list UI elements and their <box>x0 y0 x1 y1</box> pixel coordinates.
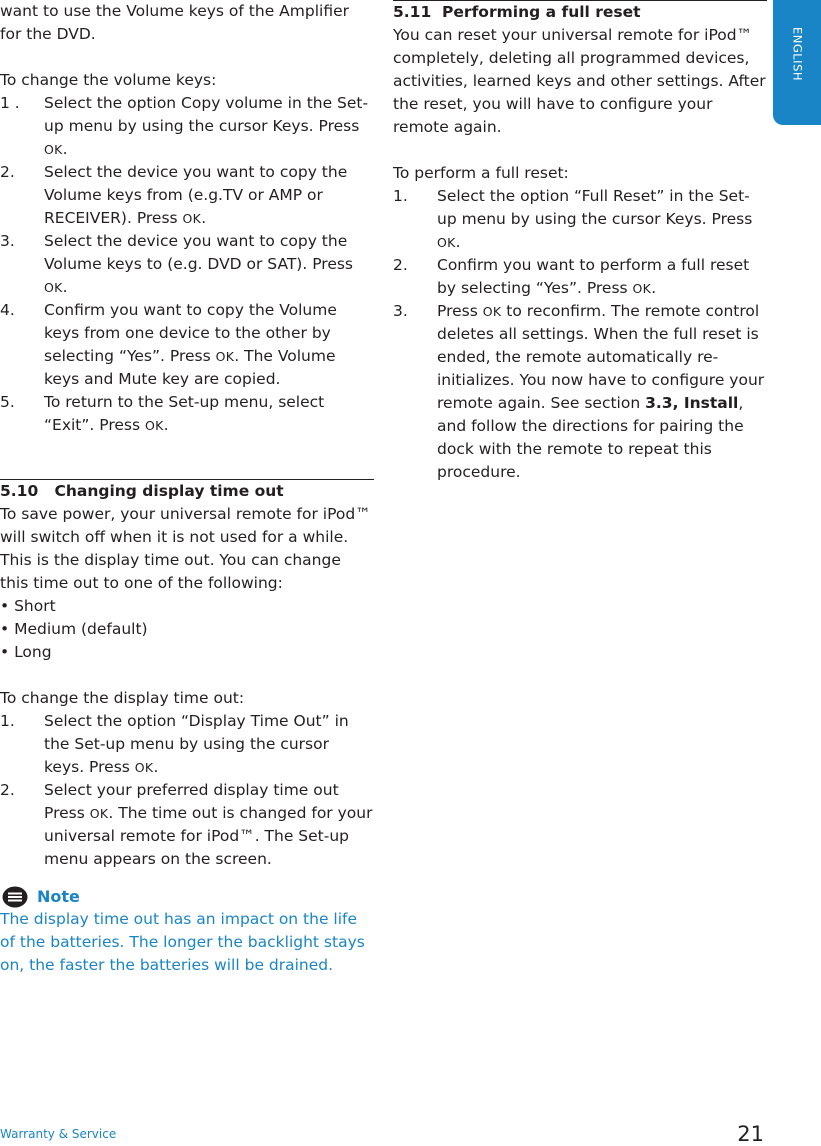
step-text: Confirm you want to copy the Volume keys from one device to the other by selecting “Yes”. Press <box>44 301 337 365</box>
step-number: 1 . <box>0 94 20 112</box>
ok-key-label: OK <box>145 418 164 433</box>
step-item <box>0 92 374 161</box>
step-text-end: . <box>163 416 169 434</box>
ok-key-label: OK <box>482 304 502 319</box>
ok-key-label: OK <box>437 235 456 250</box>
step-number: 1. <box>393 187 408 205</box>
reset-intro: To perform a full reset: <box>393 164 569 182</box>
step-text-end: . <box>153 758 159 776</box>
step-item <box>0 230 374 299</box>
step-text-end: . <box>455 233 461 251</box>
step-text-end: . <box>201 209 207 227</box>
left-column <box>0 0 374 977</box>
note-header <box>0 885 374 908</box>
volume-intro: To change the volume keys: <box>0 71 217 89</box>
step-text: Select the device you want to copy the Volume keys from (e.g.TV or AMP or RECEIVER). Press <box>44 163 348 227</box>
right-column <box>393 0 767 484</box>
step-item <box>393 254 767 300</box>
note-text: The display time out has an impact on the life of the batteries. The longer the backlight stays on, the faster the batteries will be drained. <box>0 910 365 974</box>
reset-description: You can reset your universal remote for iPod™ completely, deleting all programmed devices, activities, learned keys and other settings. After the reset, you will have to configure your remote again. <box>393 26 766 136</box>
reset-steps <box>393 185 767 484</box>
step-item <box>393 300 767 484</box>
step-text-end: . <box>62 278 68 296</box>
step-number: 2. <box>0 781 15 799</box>
step-text-end: . The time out is changed for your universal remote for iPod™. The Set-up menu appears on the screen. <box>44 804 373 868</box>
step-text: Press <box>437 302 483 320</box>
step-text: Select the option Copy volume in the Set-up menu by using the cursor Keys. Press <box>44 94 369 135</box>
ok-key-label: OK <box>44 280 63 295</box>
page-number: 21 <box>737 1122 764 1146</box>
step-text-end: . <box>651 279 657 297</box>
timeout-intro: To change the display time out: <box>0 689 245 707</box>
footer-section-label: Warranty & Service <box>0 1127 117 1141</box>
section-reference: 3.3, Install <box>645 394 739 412</box>
step-item <box>0 391 374 437</box>
step-text-end: . <box>62 140 68 158</box>
section-number: 5.10 <box>0 482 39 500</box>
section-title: Changing display time out <box>54 482 284 500</box>
step-item <box>0 299 374 391</box>
step-text: Confirm you want to perform a full reset by selecting “Yes”. Press <box>437 256 750 297</box>
step-item <box>393 185 767 254</box>
volume-steps <box>0 92 374 437</box>
timeout-steps <box>0 710 374 871</box>
step-number: 1. <box>0 712 15 730</box>
step-text: To return to the Set-up menu, select “Exit”. Press <box>44 393 325 434</box>
ok-key-label: OK <box>134 760 154 775</box>
step-text: Select the option “Full Reset” in the Set-up menu by using the cursor Keys. Press <box>437 187 753 228</box>
note-title: Note <box>37 887 80 906</box>
note-icon <box>2 886 28 908</box>
timeout-description: To save power, your universal remote for iPod™ will switch off when it is not used for a while. This is the display time out. You can change this time out to one of the following: <box>0 505 371 592</box>
option-item: • Short <box>0 597 56 615</box>
step-number: 2. <box>0 163 15 181</box>
step-number: 2. <box>393 256 408 274</box>
step-text: Select the option “Display Time Out” in the Set-up menu by using the cursor keys. Press <box>44 712 349 776</box>
section-title: Performing a full reset <box>442 3 641 21</box>
ok-key-label: OK <box>215 349 235 364</box>
section-heading-5-10 <box>0 480 374 503</box>
step-number: 3. <box>0 232 15 250</box>
section-number: 5.11 <box>393 3 432 21</box>
option-item: • Long <box>0 643 52 661</box>
step-item <box>0 779 374 871</box>
step-text: Select the device you want to copy the Volume keys to (e.g. DVD or SAT). Press <box>44 232 354 273</box>
ok-key-label: OK <box>632 281 652 296</box>
section-heading-5-11 <box>393 1 767 24</box>
step-item <box>0 710 374 779</box>
language-label: ENGLISH <box>790 26 805 82</box>
step-number: 3. <box>393 302 408 320</box>
ok-key-label: OK <box>89 806 109 821</box>
step-number: 4. <box>0 301 15 319</box>
step-number: 5. <box>0 393 15 411</box>
language-tab <box>773 0 821 125</box>
step-text-mid: to reconfirm. The remote control deletes all settings. When the full reset is ended, the remote automatically re-initializes. You now have to configure your remote again. See section <box>437 302 765 412</box>
step-text-end: , and follow the directions for pairing the dock with the remote to repeat this procedure. <box>437 394 744 481</box>
ok-key-label: OK <box>182 211 202 226</box>
step-text-end: . The Volume keys and Mute key are copied. <box>44 347 336 388</box>
ok-key-label: OK <box>44 142 63 157</box>
step-item <box>0 161 374 230</box>
step-text: Select your preferred display time out Press <box>44 781 339 822</box>
option-item: • Medium (default) <box>0 620 148 638</box>
intro-text: want to use the Volume keys of the Amplifier for the DVD. <box>0 2 349 43</box>
